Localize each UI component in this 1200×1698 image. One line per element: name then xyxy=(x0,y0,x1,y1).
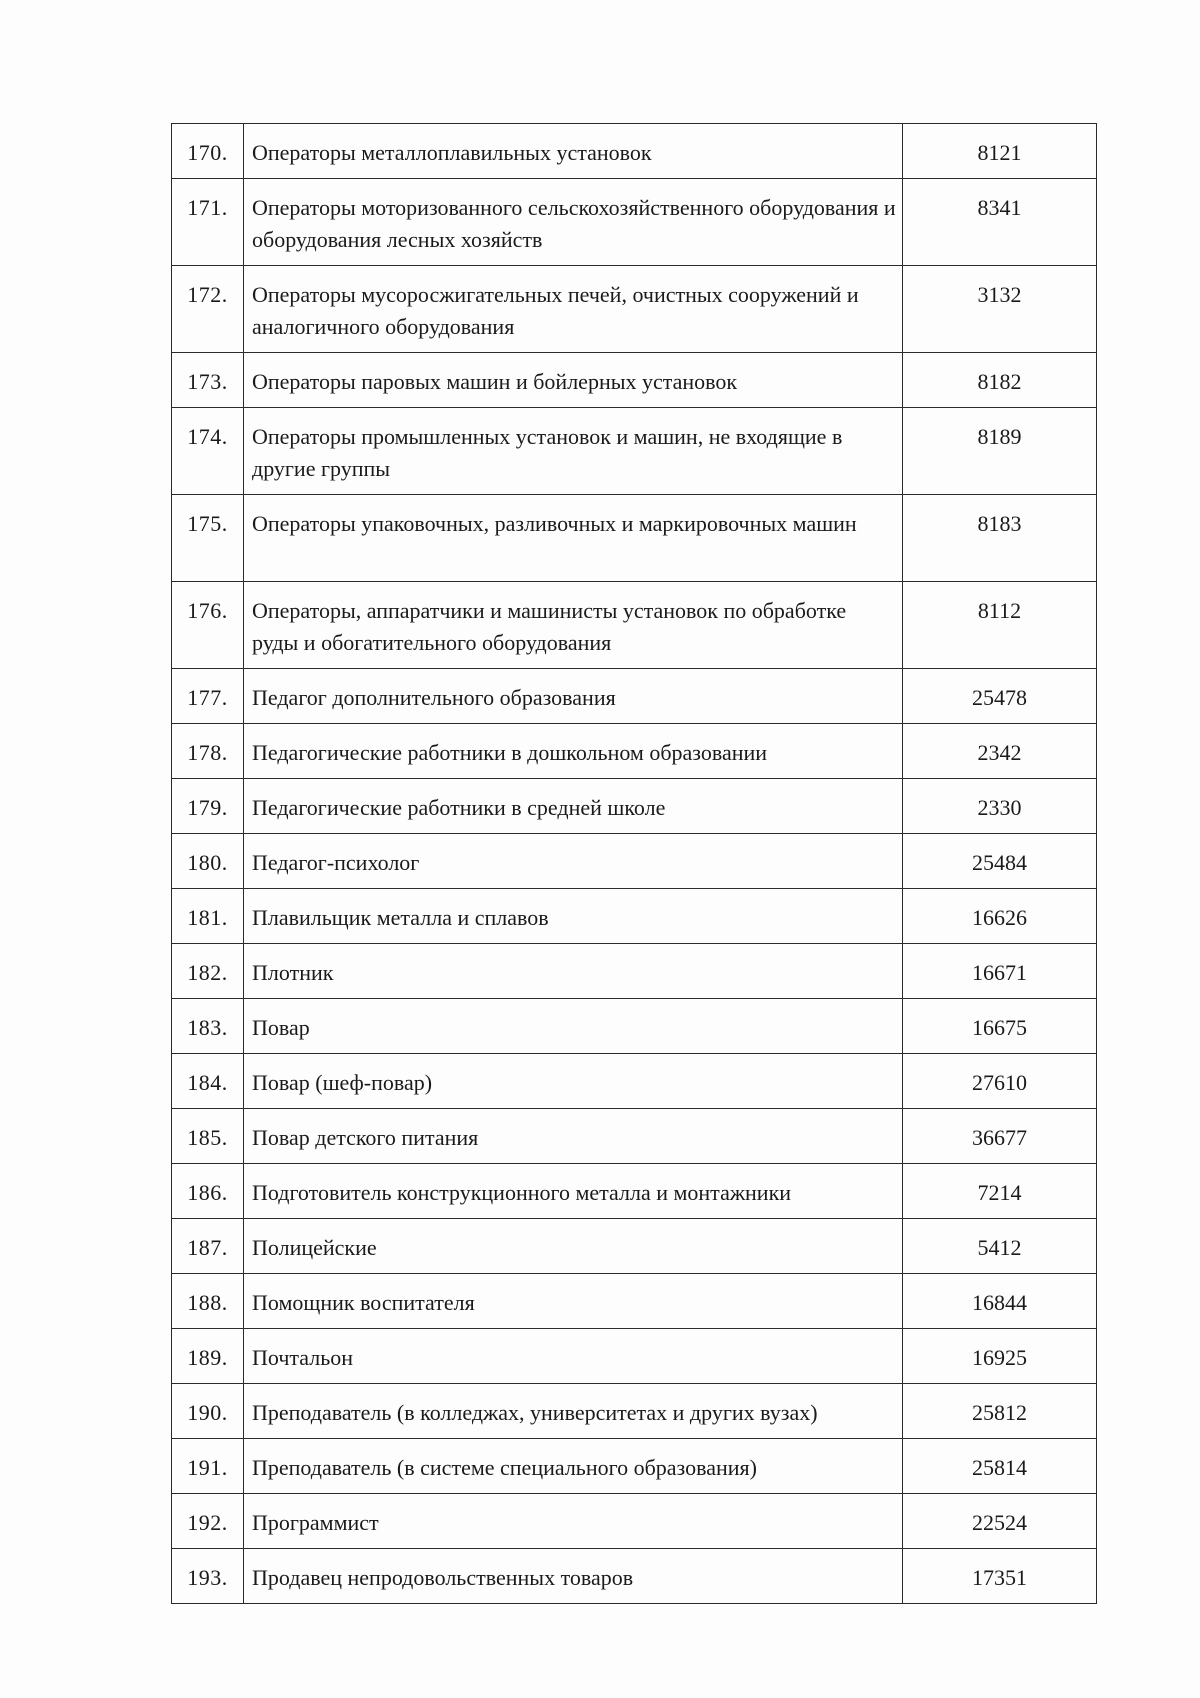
occupation-name: Повар (шеф-повар) xyxy=(244,1054,903,1109)
occupation-code: 8112 xyxy=(903,582,1097,669)
row-number: 179. xyxy=(172,779,244,834)
row-number: 174. xyxy=(172,408,244,495)
occupation-code: 8183 xyxy=(903,495,1097,582)
row-number: 190. xyxy=(172,1384,244,1439)
occupation-name: Операторы упаковочных, разливочных и маркировочных машин xyxy=(244,495,903,582)
occupation-name: Помощник воспитателя xyxy=(244,1274,903,1329)
row-number: 185. xyxy=(172,1109,244,1164)
occupation-name: Плавильщик металла и сплавов xyxy=(244,889,903,944)
row-number: 175. xyxy=(172,495,244,582)
occupation-code: 8341 xyxy=(903,179,1097,266)
occupation-code: 36677 xyxy=(903,1109,1097,1164)
occupation-name: Повар xyxy=(244,999,903,1054)
occupation-name: Операторы мусоросжигательных печей, очистных сооружений и аналогичного оборудования xyxy=(244,266,903,353)
table-row xyxy=(172,889,1097,944)
occupation-code: 8121 xyxy=(903,124,1097,179)
occupation-code: 25814 xyxy=(903,1439,1097,1494)
occupation-code: 16671 xyxy=(903,944,1097,999)
occupation-name: Продавец непродовольственных товаров xyxy=(244,1549,903,1604)
row-number: 182. xyxy=(172,944,244,999)
occupation-name: Операторы паровых машин и бойлерных установок xyxy=(244,353,903,408)
row-number: 189. xyxy=(172,1329,244,1384)
table-row xyxy=(172,179,1097,266)
occupation-name: Педагогические работники в дошкольном образовании xyxy=(244,724,903,779)
occupation-code: 25484 xyxy=(903,834,1097,889)
occupation-code: 8182 xyxy=(903,353,1097,408)
occupation-code: 2330 xyxy=(903,779,1097,834)
table-row xyxy=(172,1109,1097,1164)
occupation-code: 7214 xyxy=(903,1164,1097,1219)
occupation-code: 22524 xyxy=(903,1494,1097,1549)
occupation-code: 3132 xyxy=(903,266,1097,353)
table-row xyxy=(172,669,1097,724)
occupation-name: Педагог-психолог xyxy=(244,834,903,889)
row-number: 177. xyxy=(172,669,244,724)
row-number: 173. xyxy=(172,353,244,408)
table-row xyxy=(172,582,1097,669)
row-number: 193. xyxy=(172,1549,244,1604)
occupation-code: 25478 xyxy=(903,669,1097,724)
occupation-name: Почтальон xyxy=(244,1329,903,1384)
table-row xyxy=(172,408,1097,495)
occupation-name: Педагогические работники в средней школе xyxy=(244,779,903,834)
row-number: 186. xyxy=(172,1164,244,1219)
table-row xyxy=(172,1329,1097,1384)
row-number: 192. xyxy=(172,1494,244,1549)
row-number: 170. xyxy=(172,124,244,179)
table-row xyxy=(172,944,1097,999)
row-number: 188. xyxy=(172,1274,244,1329)
occupation-code: 27610 xyxy=(903,1054,1097,1109)
occupation-code: 5412 xyxy=(903,1219,1097,1274)
row-number: 191. xyxy=(172,1439,244,1494)
occupation-name: Плотник xyxy=(244,944,903,999)
row-number: 172. xyxy=(172,266,244,353)
occupation-code: 16675 xyxy=(903,999,1097,1054)
table-row xyxy=(172,495,1097,582)
occupation-code: 16626 xyxy=(903,889,1097,944)
table-row xyxy=(172,1164,1097,1219)
table-row xyxy=(172,1219,1097,1274)
table-row xyxy=(172,1384,1097,1439)
row-number: 178. xyxy=(172,724,244,779)
table-row xyxy=(172,353,1097,408)
row-number: 176. xyxy=(172,582,244,669)
occupation-name: Операторы промышленных установок и машин, не входящие в другие группы xyxy=(244,408,903,495)
occupation-code: 16844 xyxy=(903,1274,1097,1329)
table-row xyxy=(172,834,1097,889)
occupation-name: Подготовитель конструкционного металла и монтажники xyxy=(244,1164,903,1219)
row-number: 184. xyxy=(172,1054,244,1109)
table-row xyxy=(172,1439,1097,1494)
table-row xyxy=(172,124,1097,179)
table-row xyxy=(172,1274,1097,1329)
table-row xyxy=(172,1549,1097,1604)
occupation-code: 2342 xyxy=(903,724,1097,779)
occupation-code: 25812 xyxy=(903,1384,1097,1439)
row-number: 181. xyxy=(172,889,244,944)
occupation-code: 16925 xyxy=(903,1329,1097,1384)
occupation-name: Операторы моторизованного сельскохозяйственного оборудования и оборудования лесных хозяйств xyxy=(244,179,903,266)
table-row xyxy=(172,1494,1097,1549)
occupation-name: Преподаватель (в колледжах, университетах и других вузах) xyxy=(244,1384,903,1439)
occupation-code: 17351 xyxy=(903,1549,1097,1604)
table-row xyxy=(172,1054,1097,1109)
row-number: 183. xyxy=(172,999,244,1054)
occupation-code: 8189 xyxy=(903,408,1097,495)
occupation-name: Педагог дополнительного образования xyxy=(244,669,903,724)
occupation-name: Повар детского питания xyxy=(244,1109,903,1164)
occupations-table xyxy=(171,123,1097,1604)
table-row xyxy=(172,266,1097,353)
occupation-name: Преподаватель (в системе специального образования) xyxy=(244,1439,903,1494)
row-number: 171. xyxy=(172,179,244,266)
table-row xyxy=(172,724,1097,779)
occupation-name: Операторы металлоплавильных установок xyxy=(244,124,903,179)
row-number: 180. xyxy=(172,834,244,889)
occupation-name: Программист xyxy=(244,1494,903,1549)
table-row xyxy=(172,779,1097,834)
row-number: 187. xyxy=(172,1219,244,1274)
table-row xyxy=(172,999,1097,1054)
occupation-name: Операторы, аппаратчики и машинисты установок по обработке руды и обогатительного оборудования xyxy=(244,582,903,669)
occupation-name: Полицейские xyxy=(244,1219,903,1274)
